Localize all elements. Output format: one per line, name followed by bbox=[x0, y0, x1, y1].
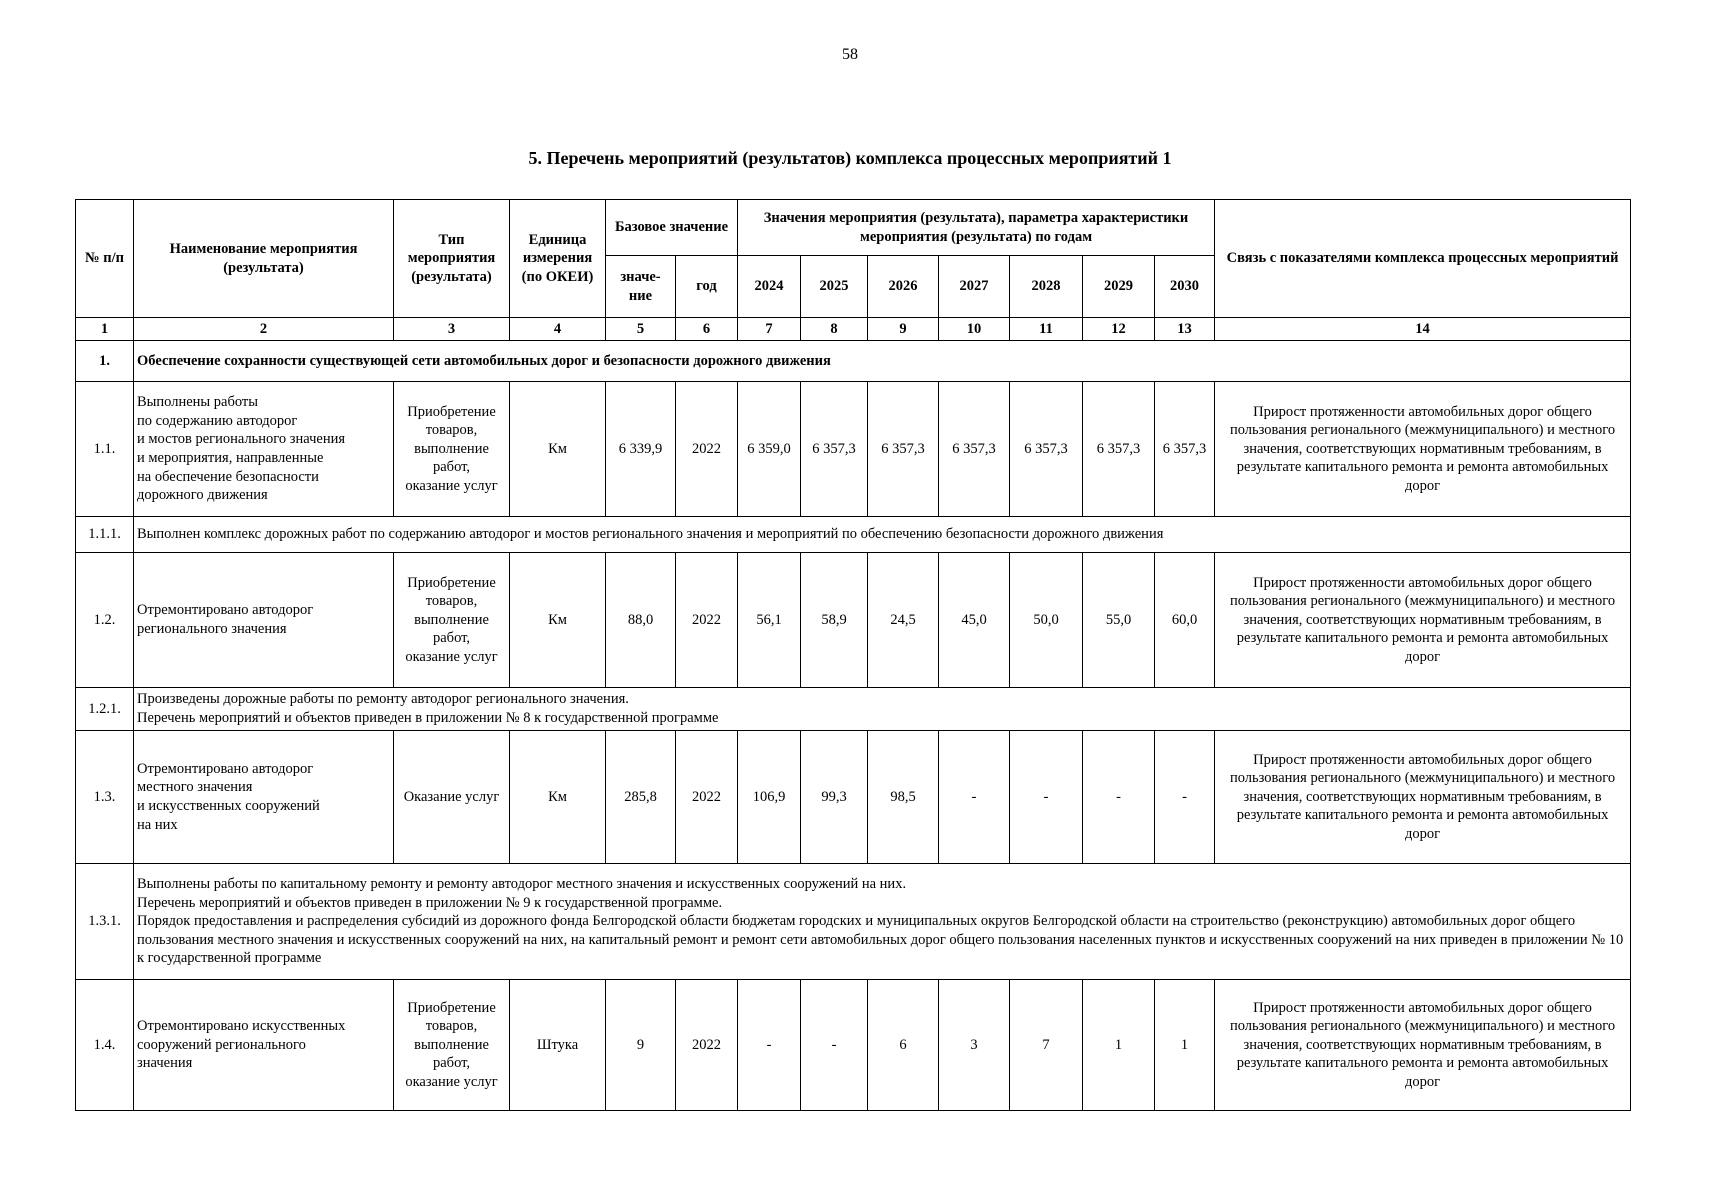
row-num: 1.1. bbox=[76, 382, 134, 517]
column-number: 10 bbox=[939, 318, 1010, 341]
row-value: 6 357,3 bbox=[939, 382, 1010, 517]
row-name: Отремонтировано автодорог местного значения и искусственных сооружений на них bbox=[134, 731, 394, 864]
subrow-text: Выполнен комплекс дорожных работ по содержанию автодорог и мостов регионального значения и мероприятий по обеспечению безопасности дорожного движения bbox=[134, 517, 1631, 553]
column-number: 12 bbox=[1083, 318, 1155, 341]
row-type: Приобретение товаров, выполнение работ, оказание услуг bbox=[394, 980, 510, 1111]
subrow-num: 1.3.1. bbox=[76, 864, 134, 980]
row-link: Прирост протяженности автомобильных дорог общего пользования регионального (межмуниципального) и местного значения, соответствующих нормативным требованиям, в результате капитального ремонта и ремонта автомобильных дорог bbox=[1215, 553, 1631, 688]
row-type: Оказание услуг bbox=[394, 731, 510, 864]
row-base-year: 2022 bbox=[676, 980, 738, 1111]
row-num: 1.4. bbox=[76, 980, 134, 1111]
header-num: № п/п bbox=[76, 200, 134, 318]
row-value: 99,3 bbox=[801, 731, 868, 864]
row-value: - bbox=[738, 980, 801, 1111]
row-num: 1.2. bbox=[76, 553, 134, 688]
row-link: Прирост протяженности автомобильных дорог общего пользования регионального (межмуниципального) и местного значения, соответствующих нормативным требованиям, в результате капитального ремонта и ремонта автомобильных дорог bbox=[1215, 382, 1631, 517]
table-row bbox=[76, 980, 1631, 1111]
row-value: 50,0 bbox=[1010, 553, 1083, 688]
header-year: 2027 bbox=[939, 256, 1010, 318]
row-value: - bbox=[1155, 731, 1215, 864]
header-unit: Единица измерения (по ОКЕИ) bbox=[510, 200, 606, 318]
row-base-value: 88,0 bbox=[606, 553, 676, 688]
row-base-year: 2022 bbox=[676, 553, 738, 688]
row-unit: Штука bbox=[510, 980, 606, 1111]
subrow-text: Выполнены работы по капитальному ремонту и ремонту автодорог местного значения и искусственных сооружений на них. Перечень мероприятий и объектов приведен в приложении № 9 к государственной программе. Порядок предоставления и распределения субсидий из дорожного фонда Белгородской области бюджетам городских и муниципальных округов Белгородской области на строительство (реконструкцию) автомобильных дорог общего пользования местного значения и искусственных сооружений на них, на капитальный ремонт и ремонт сети автомобильных дорог общего пользования населенных пунктов и искусственных сооружений на них приведен в приложении № 10 к государственной программе bbox=[134, 864, 1631, 980]
header-type: Тип мероприятия (результата) bbox=[394, 200, 510, 318]
column-number: 11 bbox=[1010, 318, 1083, 341]
column-number: 3 bbox=[394, 318, 510, 341]
row-value: 106,9 bbox=[738, 731, 801, 864]
column-number-row bbox=[76, 318, 1631, 341]
row-value: 58,9 bbox=[801, 553, 868, 688]
row-value: - bbox=[1083, 731, 1155, 864]
row-type: Приобретение товаров, выполнение работ, оказание услуг bbox=[394, 553, 510, 688]
table-row bbox=[76, 553, 1631, 688]
row-value: - bbox=[1010, 731, 1083, 864]
table-row bbox=[76, 382, 1631, 517]
header-year: 2029 bbox=[1083, 256, 1155, 318]
row-value: 1 bbox=[1083, 980, 1155, 1111]
row-value: 56,1 bbox=[738, 553, 801, 688]
row-name: Отремонтировано автодорог регионального значения bbox=[134, 553, 394, 688]
column-number: 9 bbox=[868, 318, 939, 341]
row-value: 45,0 bbox=[939, 553, 1010, 688]
row-base-value: 9 bbox=[606, 980, 676, 1111]
header-year: 2030 bbox=[1155, 256, 1215, 318]
row-link: Прирост протяженности автомобильных дорог общего пользования регионального (межмуниципального) и местного значения, соответствующих нормативным требованиям, в результате капитального ремонта и ремонта автомобильных дорог bbox=[1215, 980, 1631, 1111]
column-number: 4 bbox=[510, 318, 606, 341]
row-value: 6 357,3 bbox=[1155, 382, 1215, 517]
row-num: 1.3. bbox=[76, 731, 134, 864]
row-value: 55,0 bbox=[1083, 553, 1155, 688]
row-link: Прирост протяженности автомобильных дорог общего пользования регионального (межмуниципального) и местного значения, соответствующих нормативным требованиям, в результате капитального ремонта и ремонта автомобильных дорог bbox=[1215, 731, 1631, 864]
header-values: Значения мероприятия (результата), параметра характеристики мероприятия (результата) по годам bbox=[738, 200, 1215, 256]
header-row bbox=[76, 200, 1631, 256]
row-name: Выполнены работы по содержанию автодорог и мостов регионального значения и мероприятия, направленные на обеспечение безопасности дорожного движения bbox=[134, 382, 394, 517]
subrow bbox=[76, 688, 1631, 731]
header-year: 2025 bbox=[801, 256, 868, 318]
row-value: - bbox=[939, 731, 1010, 864]
subrow bbox=[76, 864, 1631, 980]
header-base-year: год bbox=[676, 256, 738, 318]
row-base-year: 2022 bbox=[676, 731, 738, 864]
section-title: Обеспечение сохранности существующей сети автомобильных дорог и безопасности дорожного движения bbox=[134, 341, 1631, 382]
page-title: 5. Перечень мероприятий (результатов) комплекса процессных мероприятий 1 bbox=[528, 148, 1172, 168]
header-year: 2028 bbox=[1010, 256, 1083, 318]
header-name: Наименование мероприятия (результата) bbox=[134, 200, 394, 318]
table-row bbox=[76, 731, 1631, 864]
row-base-year: 2022 bbox=[676, 382, 738, 517]
row-value: 3 bbox=[939, 980, 1010, 1111]
row-value: 60,0 bbox=[1155, 553, 1215, 688]
row-base-value: 6 339,9 bbox=[606, 382, 676, 517]
activities-table bbox=[75, 199, 1631, 1111]
row-value: 98,5 bbox=[868, 731, 939, 864]
section-row bbox=[76, 341, 1631, 382]
header-base-value: значе- ние bbox=[606, 256, 676, 318]
column-number: 13 bbox=[1155, 318, 1215, 341]
column-number: 2 bbox=[134, 318, 394, 341]
column-number: 14 bbox=[1215, 318, 1631, 341]
subrow-text: Произведены дорожные работы по ремонту автодорог регионального значения. Перечень мероприятий и объектов приведен в приложении № 8 к государственной программе bbox=[134, 688, 1631, 731]
header-link: Связь с показателями комплекса процессных мероприятий bbox=[1215, 200, 1631, 318]
row-unit: Км bbox=[510, 553, 606, 688]
column-number: 8 bbox=[801, 318, 868, 341]
page-number: 58 bbox=[842, 46, 858, 63]
section-num: 1. bbox=[76, 341, 134, 382]
row-value: 6 359,0 bbox=[738, 382, 801, 517]
row-value: 6 357,3 bbox=[868, 382, 939, 517]
row-value: 6 357,3 bbox=[1083, 382, 1155, 517]
row-unit: Км bbox=[510, 731, 606, 864]
row-value: 24,5 bbox=[868, 553, 939, 688]
header-base: Базовое значение bbox=[606, 200, 738, 256]
column-number: 7 bbox=[738, 318, 801, 341]
subrow bbox=[76, 517, 1631, 553]
subrow-num: 1.1.1. bbox=[76, 517, 134, 553]
row-value: 1 bbox=[1155, 980, 1215, 1111]
column-number: 6 bbox=[676, 318, 738, 341]
row-name: Отремонтировано искусственных сооружений регионального значения bbox=[134, 980, 394, 1111]
header-year: 2024 bbox=[738, 256, 801, 318]
row-value: 6 357,3 bbox=[1010, 382, 1083, 517]
row-base-value: 285,8 bbox=[606, 731, 676, 864]
subrow-num: 1.2.1. bbox=[76, 688, 134, 731]
column-number: 5 bbox=[606, 318, 676, 341]
row-type: Приобретение товаров, выполнение работ, оказание услуг bbox=[394, 382, 510, 517]
row-unit: Км bbox=[510, 382, 606, 517]
row-value: 6 357,3 bbox=[801, 382, 868, 517]
header-year: 2026 bbox=[868, 256, 939, 318]
row-value: 6 bbox=[868, 980, 939, 1111]
row-value: 7 bbox=[1010, 980, 1083, 1111]
row-value: - bbox=[801, 980, 868, 1111]
column-number: 1 bbox=[76, 318, 134, 341]
